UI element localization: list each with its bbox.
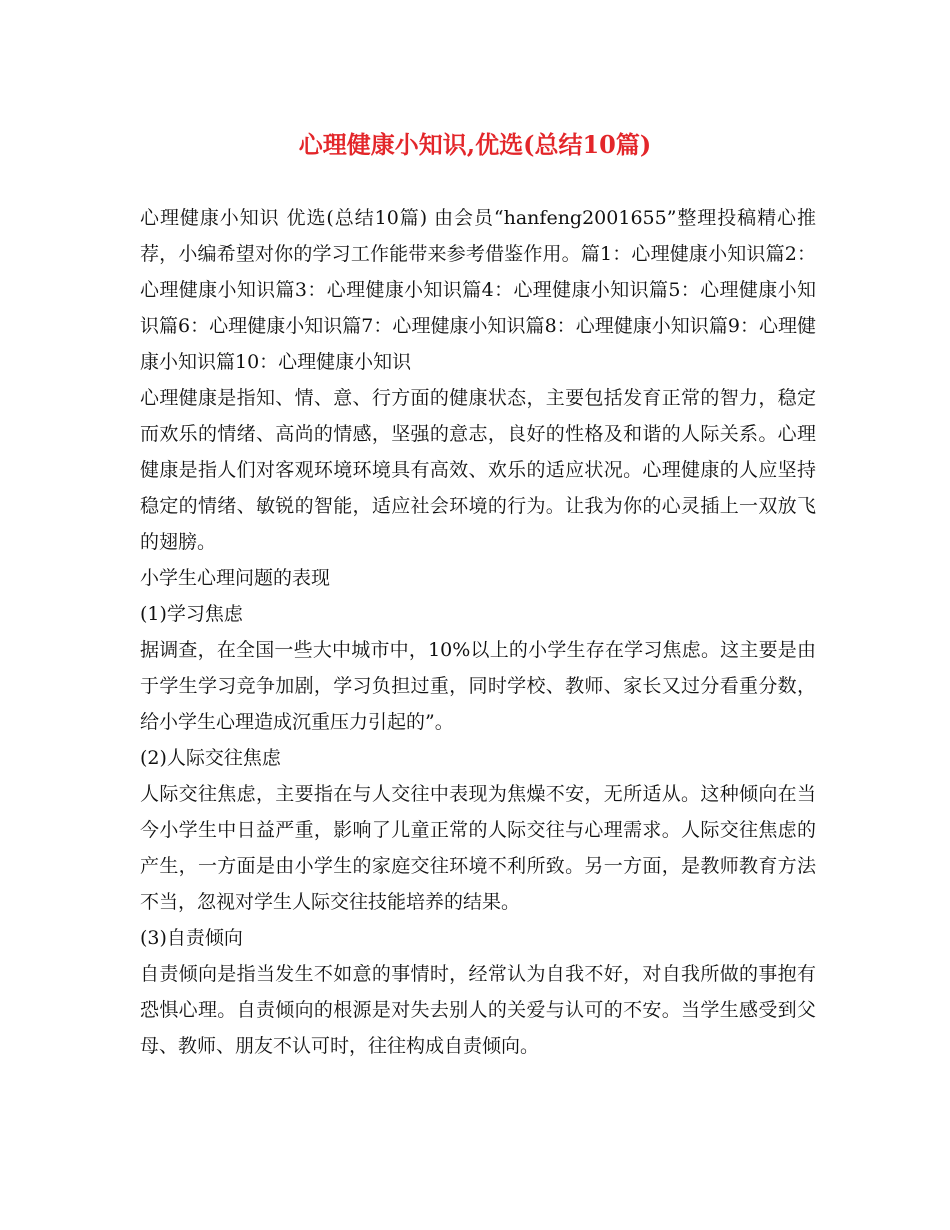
document-body bbox=[140, 200, 816, 1064]
intro-paragraph: 心理健康小知识 优选(总结10篇) 由会员“hanfeng2001655”整理投稿精心推荐，小编希望对你的学习工作能带来参考借鉴作用。篇1：心理健康小知识篇2：心理健康小知识篇3：心理健康小知识篇4：心理健康小知识篇5：心理健康小知识篇6：心理健康小知识篇7：心理健康小知识篇8：心理健康小知识篇9：心理健康小知识篇10：心理健康小知识 bbox=[140, 207, 816, 373]
subheading-self-blame: (3)自责倾向 bbox=[140, 927, 243, 949]
self-blame-paragraph: 自责倾向是指当发生不如意的事情时，经常认为自我不好，对自我所做的事抱有恐惧心理。自责倾向的根源是对失去别人的关爱与认可的不安。当学生感受到父母、教师、朋友不认可时，往往构成自责倾向。 bbox=[140, 963, 816, 1057]
section-heading: 小学生心理问题的表现 bbox=[140, 567, 331, 589]
social-anxiety-paragraph: 人际交往焦虑，主要指在与人交往中表现为焦燥不安，无所适从。这种倾向在当今小学生中日益严重，影响了儿童正常的人际交往与心理需求。人际交往焦虑的产生，一方面是由小学生的家庭交往环境不利所致。另一方面，是教师教育方法不当，忽视对学生人际交往技能培养的结果。 bbox=[140, 783, 816, 913]
definition-paragraph: 心理健康是指知、情、意、行方面的健康状态，主要包括发育正常的智力，稳定而欢乐的情绪、高尚的情感，坚强的意志，良好的性格及和谐的人际关系。心理健康是指人们对客观环境环境具有高效、欢乐的适应状况。心理健康的人应坚持稳定的情绪、敏锐的智能，适应社会环境的行为。让我为你的心灵插上一双放飞的翅膀。 bbox=[140, 387, 816, 553]
subheading-learning-anxiety: (1)学习焦虑 bbox=[140, 603, 243, 625]
subheading-social-anxiety: (2)人际交往焦虑 bbox=[140, 747, 281, 769]
learning-anxiety-paragraph: 据调查，在全国一些大中城市中，10%以上的小学生存在学习焦虑。这主要是由于学生学习竞争加剧，学习负担过重，同时学校、教师、家长又过分看重分数，给小学生心理造成沉重压力引起的”。 bbox=[140, 639, 816, 733]
document-title: 心理健康小知识,优选(总结10篇) bbox=[298, 130, 652, 159]
